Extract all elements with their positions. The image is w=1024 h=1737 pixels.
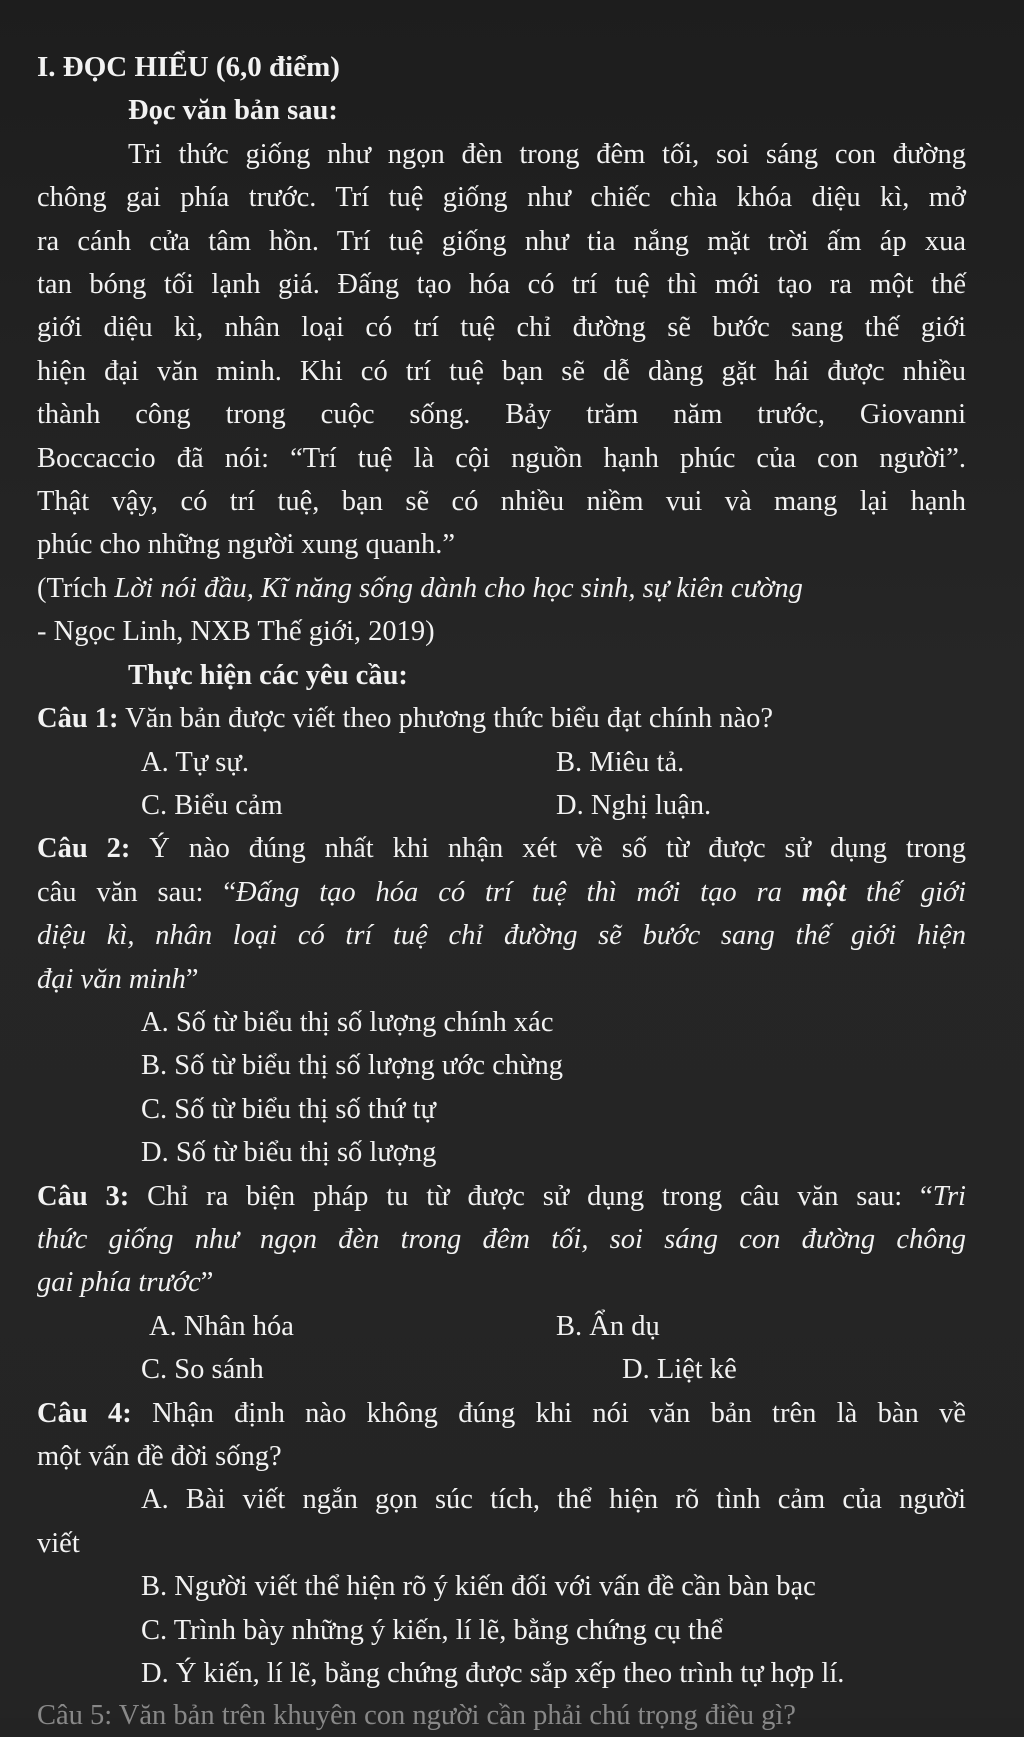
- question-3-stem: [37, 1175, 966, 1218]
- question-5-partial: Câu 5: Văn bản trên khuyên con người cần phải chú trọng điều gì?: [37, 1700, 796, 1731]
- question-3-quote-start: Tri: [932, 1180, 966, 1212]
- question-3-options-row-2: [37, 1348, 966, 1391]
- quote-part-a: Đấng tạo hóa có trí tuệ thì mới tạo ra: [235, 876, 802, 908]
- q2-option-d: D. Số từ biểu thị số lượng: [141, 1137, 437, 1169]
- q4-option-c: C. Trình bày những ý kiến, lí lẽ, bằng chứng cụ thể: [141, 1614, 723, 1646]
- q1-option-d: D. Nghị luận.: [556, 789, 712, 821]
- question-3: [37, 1175, 966, 1392]
- citation-prefix: (Trích: [37, 572, 115, 604]
- q4-option-a-continued: viết: [37, 1527, 80, 1559]
- quote-end-text: đại văn minh: [37, 963, 186, 995]
- question-3-options-row-1: [37, 1305, 966, 1348]
- question-1: [37, 697, 966, 827]
- reading-passage: [37, 133, 966, 567]
- passage-line: Tri thức giống như ngọn đèn trong đêm tối, soi sáng con đường: [128, 138, 966, 170]
- question-3-label: Câu 3:: [37, 1180, 130, 1212]
- passage-line: phúc cho những người xung quanh.”: [37, 529, 455, 561]
- question-4-label: Câu 4:: [37, 1397, 132, 1429]
- quote-open: câu văn sau: “: [37, 876, 236, 908]
- question-2-quote-line-3: [37, 958, 966, 1001]
- section-title: I. ĐỌC HIỂU (6,0 điểm): [37, 51, 340, 83]
- passage-line: tan bóng tối lạnh giá. Đấng tạo hóa có trí tuệ thì mới tạo ra một thế: [37, 269, 966, 301]
- citation-source: Lời nói đầu, Kĩ năng sống dành cho học sinh, sự kiên cường: [114, 572, 803, 604]
- question-1-stem: [37, 697, 966, 740]
- quote-part-b: thế giới: [846, 876, 967, 908]
- question-2-quote-line-1: [37, 871, 966, 914]
- citation-line-1: [37, 567, 966, 610]
- passage-line: ra cánh cửa tâm hồn. Trí tuệ giống như tia nắng mặt trời ấm áp xua: [37, 225, 966, 257]
- q2-option-a: A. Số từ biểu thị số lượng chính xác: [141, 1006, 554, 1038]
- question-1-options-row-1: [37, 741, 966, 784]
- q1-option-b: B. Miêu tả.: [556, 746, 685, 778]
- tasks-label: Thực hiện các yêu cầu:: [128, 659, 408, 691]
- q3-option-b: B. Ẩn dụ: [556, 1310, 660, 1342]
- passage-line: hiện đại văn minh. Khi có trí tuệ bạn sẽ dễ dàng gặt hái được nhiều: [37, 355, 966, 387]
- quote-close: ”: [200, 1267, 214, 1299]
- q3-option-c: C. So sánh: [141, 1354, 264, 1386]
- q2-option-b: B. Số từ biểu thị số lượng ước chừng: [141, 1050, 564, 1082]
- quote-end-text: gai phía trước: [37, 1267, 201, 1299]
- question-1-label: Câu 1:: [37, 703, 119, 735]
- q4-option-a: A. Bài viết ngắn gọn súc tích, thể hiện rõ tình cảm của người: [141, 1484, 966, 1516]
- q4-option-b: B. Người viết thể hiện rõ ý kiến đối với vấn đề cần bàn bạc: [141, 1571, 816, 1603]
- q3-option-d: D. Liệt kê: [622, 1354, 737, 1386]
- passage-line: Thật vậy, có trí tuệ, bạn sẽ có nhiều niềm vui và mang lại hạnh: [37, 486, 966, 518]
- question-1-text: Văn bản được viết theo phương thức biểu đạt chính nào?: [118, 703, 774, 735]
- passage-line: Boccaccio đã nói: “Trí tuệ là cội nguồn hạnh phúc của con người”.: [37, 442, 966, 474]
- question-4-text: Nhận định nào không đúng khi nói văn bản trên là bàn về: [131, 1397, 966, 1429]
- exam-content: [37, 46, 966, 1695]
- question-2-stem: [37, 827, 966, 870]
- question-3-text: Chỉ ra biện pháp tu từ được sử dụng trong câu văn sau: “: [129, 1180, 933, 1212]
- question-2-label: Câu 2:: [37, 833, 131, 865]
- question-2: [37, 827, 966, 1174]
- question-4-stem-line-2: một vấn đề đời sống?: [37, 1441, 282, 1472]
- q1-option-a: A. Tự sự.: [141, 746, 249, 778]
- passage-line: thành công trong cuộc sống. Bảy trăm năm trước, Giovanni: [37, 399, 966, 431]
- citation-line-2: - Ngọc Linh, NXB Thế giới, 2019): [37, 616, 435, 648]
- question-4: [37, 1392, 966, 1696]
- question-4-stem: [37, 1392, 966, 1435]
- q1-option-c: C. Biểu cảm: [141, 789, 283, 821]
- question-2-text: Ý nào đúng nhất khi nhận xét về số từ được sử dụng trong: [130, 833, 966, 865]
- q2-option-c: C. Số từ biểu thị số thứ tự: [141, 1093, 436, 1125]
- q4-option-d: D. Ý kiến, lí lẽ, bằng chứng được sắp xếp theo trình tự hợp lí.: [141, 1658, 845, 1690]
- question-3-quote-line-2: [37, 1261, 966, 1304]
- question-2-quote-line-2: diệu kì, nhân loại có trí tuệ chỉ đường sẽ bước sang thế giới hiện: [37, 920, 966, 952]
- q3-option-a: A. Nhân hóa: [149, 1310, 294, 1342]
- question-3-quote-line-1: thức giống như ngọn đèn trong đêm tối, soi sáng con đường chông: [37, 1223, 966, 1255]
- passage-line: giới diệu kì, nhân loại có trí tuệ chỉ đường sẽ bước sang thế giới: [37, 312, 966, 344]
- read-prompt: Đọc văn bản sau:: [128, 95, 338, 127]
- quote-numeral: một: [801, 876, 847, 908]
- passage-line: chông gai phía trước. Trí tuệ giống như chiếc chìa khóa diệu kì, mở: [37, 182, 966, 214]
- question-1-options-row-2: [37, 784, 966, 827]
- quote-close: ”: [185, 963, 199, 995]
